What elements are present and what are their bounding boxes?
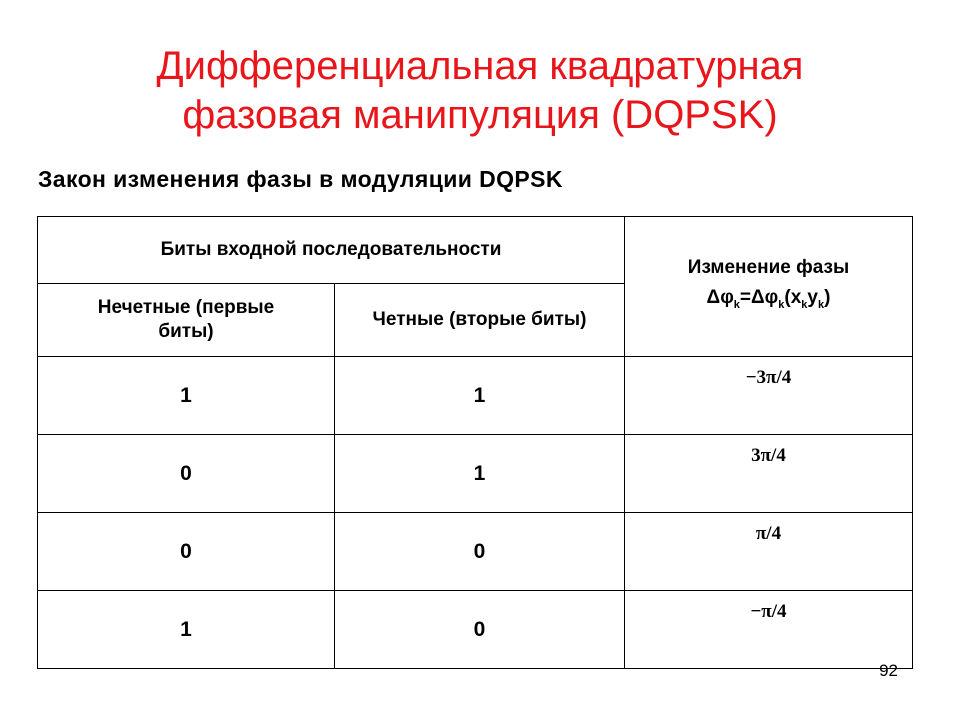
even-bit-cell: 0 <box>335 513 625 591</box>
page-number: 92 <box>879 661 898 680</box>
dqpsk-phase-table <box>37 216 913 669</box>
phase-change-cell: −3π/4 <box>625 357 913 435</box>
phase-change-cell: −π/4 <box>625 591 913 669</box>
header-odd-bits: Нечетные (первые биты) <box>38 284 335 357</box>
phase-formula: $\Delta\varphi_k=\Delta\varphi_k(x_ky_k)$ <box>706 287 831 311</box>
table-caption: Закон изменения фазы в модуляции DQPSK <box>38 166 563 192</box>
table-row <box>38 513 913 591</box>
odd-bit-cell: 0 <box>38 435 335 513</box>
header-even-bits: Четные (вторые биты) <box>335 284 625 357</box>
phase-change-cell: π/4 <box>625 513 913 591</box>
slide-title <box>0 42 960 140</box>
header-phase-change <box>625 217 913 357</box>
slide-title-line-1: Дифференциальная квадратурная <box>156 44 804 88</box>
slide-title-line-2: фазовая манипуляция (DQPSK) <box>182 93 778 137</box>
table-row <box>38 435 913 513</box>
phase-change-cell: 3π/4 <box>625 435 913 513</box>
header-phase-label: Изменение фазы <box>687 257 850 279</box>
even-bit-cell: 1 <box>335 435 625 513</box>
even-bit-cell: 1 <box>335 357 625 435</box>
header-input-bits: Биты входной последовательности <box>38 217 625 284</box>
odd-bit-cell: 1 <box>38 357 335 435</box>
even-bit-cell: 0 <box>335 591 625 669</box>
table-row <box>38 591 913 669</box>
odd-bit-cell: 1 <box>38 591 335 669</box>
table-row <box>38 357 913 435</box>
odd-bit-cell: 0 <box>38 513 335 591</box>
